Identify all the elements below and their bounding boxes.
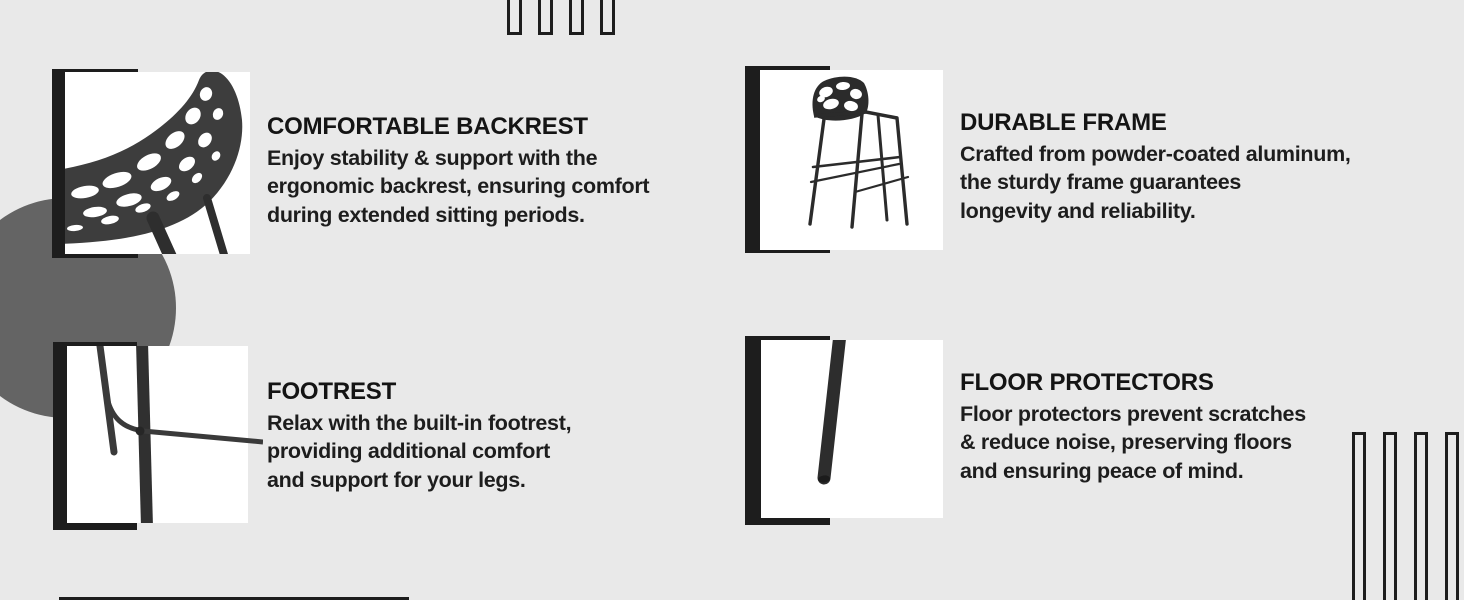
- footrest-illustration: [67, 346, 263, 523]
- feature-line: Crafted from powder-coated aluminum,: [960, 142, 1351, 166]
- deco-bar: [538, 0, 553, 35]
- chair-backrest-illustration: [65, 72, 250, 254]
- deco-bar: [1383, 432, 1397, 600]
- footrest-image: [67, 346, 248, 523]
- chair-leg-illustration: [761, 340, 943, 518]
- feature-title: FLOOR PROTECTORS: [960, 369, 1214, 396]
- deco-bar: [1352, 432, 1366, 600]
- feature-line: and ensuring peace of mind.: [960, 458, 1244, 483]
- feature-durable-frame: [960, 108, 1351, 225]
- feature-title: FOOTREST: [267, 378, 397, 405]
- feature-line: during extended sitting periods.: [267, 202, 585, 227]
- deco-bar: [600, 0, 615, 35]
- feature-line: longevity and reliability.: [960, 198, 1196, 223]
- feature-footrest: [267, 377, 571, 494]
- deco-bars-top: [507, 0, 615, 35]
- deco-bar: [507, 0, 522, 35]
- feature-title: DURABLE FRAME: [960, 109, 1167, 136]
- bar-stool-image: [760, 70, 943, 250]
- deco-bar: [1414, 432, 1428, 600]
- deco-bar: [569, 0, 584, 35]
- deco-bar: [1445, 432, 1459, 600]
- feature-title: COMFORTABLE BACKREST: [267, 113, 588, 140]
- feature-line: Floor protectors prevent scratches: [960, 402, 1306, 426]
- feature-line: the sturdy frame guarantees: [960, 170, 1242, 195]
- feature-line: Enjoy stability & support with the: [267, 146, 598, 170]
- deco-bars-bottom: [1352, 432, 1459, 600]
- feature-comfortable-backrest: [267, 112, 649, 229]
- feature-line: providing additional comfort: [267, 439, 551, 464]
- feature-line: Relax with the built-in footrest,: [267, 411, 572, 435]
- chair-backrest-image: [65, 72, 250, 254]
- feature-line: & reduce noise, preserving floors: [960, 430, 1292, 455]
- feature-line: ergonomic backrest, ensuring comfort: [267, 174, 650, 199]
- chair-leg-image: [761, 340, 943, 518]
- feature-line: and support for your legs.: [267, 467, 526, 492]
- feature-floor-protectors: [960, 368, 1306, 485]
- bar-stool-illustration: [760, 70, 943, 250]
